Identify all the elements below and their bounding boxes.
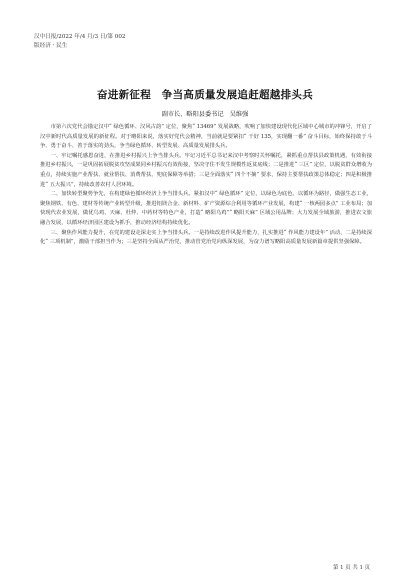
page-number: 第 1 页 共 1 页 (333, 565, 370, 571)
source-line: 汉中日报/2022 年/4 月/3 日/第 002 (34, 34, 126, 40)
article-paragraph: 二、加快转型聚势争先，在构建绿色循环经济上争当排头兵。紧扣汉中“ 绿色循环” 定位，以绿色为底色、以循环为路径，做强生态工业，聚焦钢铁、有色、建材等传统产业转型升级，推进铝镁合金、新材料、矿产资源综合利用等循环产业发展，构建“ 一核两园多点” 工业布局；加快现代农业发展，做优乌鸡、天麻、杜仲、中药材等特色产业，打造“ 略阳乌鸡”“ 略阳天麻” 区域公用品牌；大力发展全域旅游，推进农文旅融合发展，以循环经济园区建设为抓手，推动经济结构持续优化。 (40, 191, 372, 226)
article-byline: 副市长、略阳县委书记 吴维强 (161, 111, 249, 118)
article-paragraph: 三、聚焦作风能力提升，在党的建设走深走实上争当排头兵。一是持续改进作风提升能力，扎实推进“ 作风能力建设年” 活动，二是持续深化“ 三项机制”，激励干部担当作为；三是坚持全面从严治党，推动管党治党向纵深发展，为奋力谱写略阳高质量发展新篇章提供坚强保障。 (40, 229, 372, 246)
article-body (40, 123, 372, 248)
article-paragraph: 一、牢记嘱托感恩奋进，在推进乡村振兴上争当排头兵。牢记习近平总书记来汉中考察时关怀嘱托，紧抓重点帮扶县政策机遇，有效衔接推进乡村振兴，一是巩固拓展脱贫攻坚成果同乡村振兴有效衔接，坚决守住不发生规模性返贫底线；二是推进“ 三区” 定位，以脱贫群众增收为重点，持续实施产业帮扶、就业帮扶、消费帮扶、兜底保障等举措；三是全面落实“ 四个不摘” 要求，保持主要帮扶政策总体稳定；四是积极推进“ 五大振兴”，持续改善农村人居环境。 (40, 152, 372, 188)
article-paragraph: 市第六次党代会锚定汉中“ 绿色循环、汉风古韵” 定位，聚焦“ 13469” 发展战略，吹响了加快建设现代化区域中心城市的冲锋号，开启了汉中新时代高质量发展的新征程。对于略阳来说，落实好党代会精神，当前就是要紧扣“ 干好 135，实现翻一番” 奋斗目标，始终保持敢于斗争、勇于奋斗、善于落实的劲头，争当绿色循环、转型发展、高质量发展排头兵。 (40, 124, 372, 150)
article-title: 奋进新征程 争当高质量发展追赶超越排头兵 (97, 89, 313, 101)
section-line: 版经济 · 民生 (34, 43, 68, 49)
